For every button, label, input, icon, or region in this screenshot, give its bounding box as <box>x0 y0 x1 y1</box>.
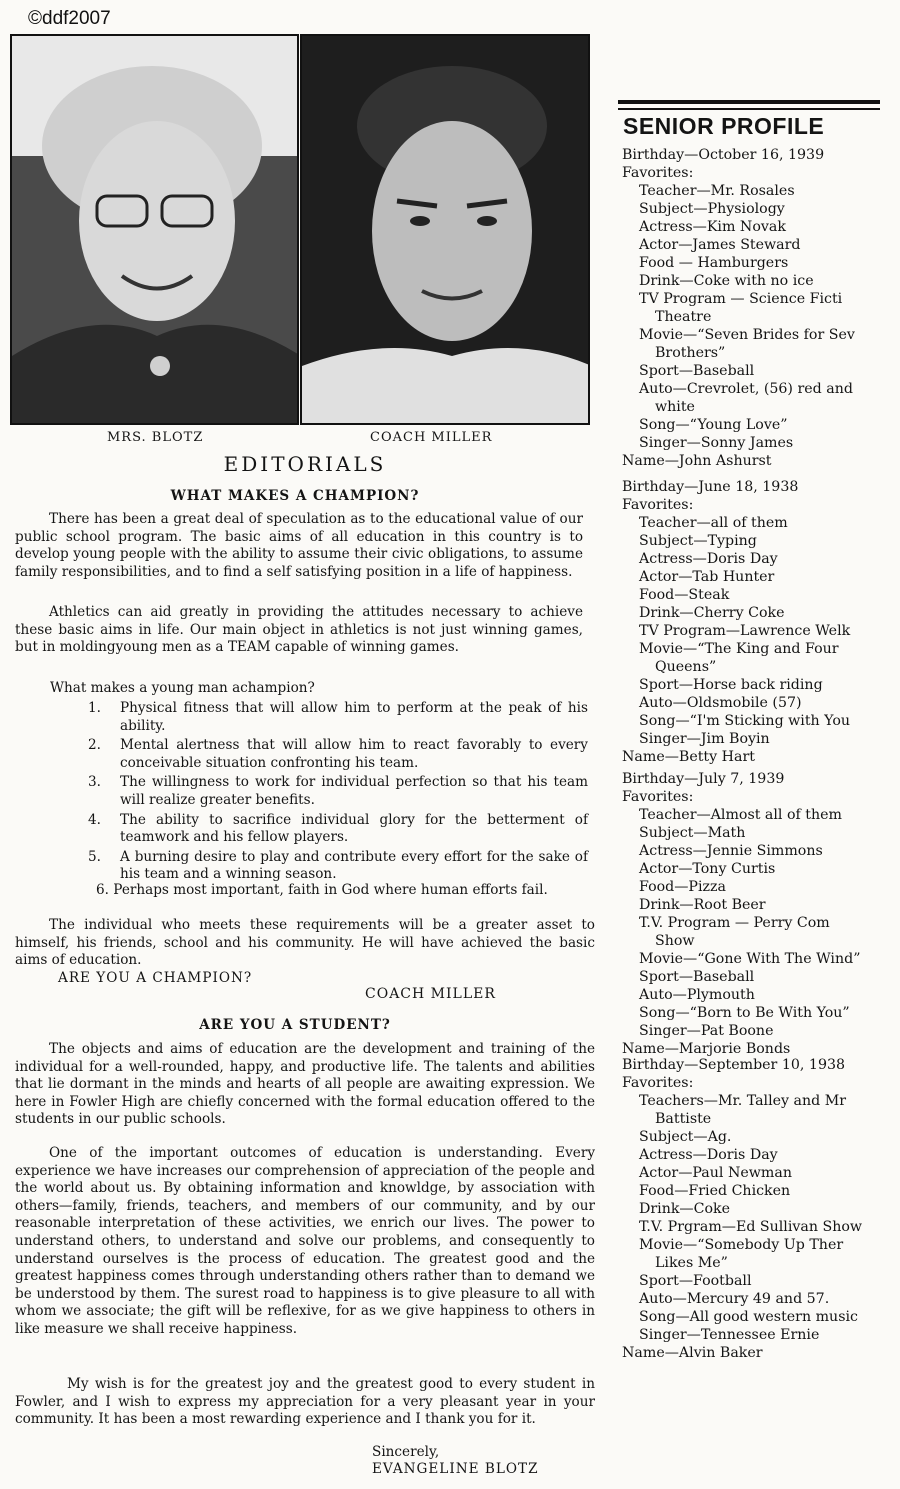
section-title-editorials: EDITORIALS <box>223 452 387 476</box>
profile-line: Movie—“The King and Four <box>639 641 839 657</box>
profile-line: TV Program — Science Ficti <box>639 291 843 307</box>
copyright-mark: ©ddf2007 <box>28 8 111 29</box>
profile-line: Song—“Young Love” <box>639 417 788 433</box>
student-signature: EVANGELINE BLOTZ <box>372 1461 539 1477</box>
profile-line: T.V. Prgram—Ed Sullivan Show <box>639 1219 863 1235</box>
profile-entry <box>622 478 900 766</box>
champion-list-item-6: 6. Perhaps most important, faith in God where human efforts fail. <box>96 882 548 898</box>
profile-line: Movie—“Gone With The Wind” <box>639 951 861 967</box>
profile-favorites-label: Favorites: <box>622 497 694 513</box>
profile-line: Auto—Oldsmobile (57) <box>639 695 802 711</box>
profile-line: Sport—Baseball <box>639 363 755 379</box>
profile-favorites-label: Favorites: <box>622 1075 694 1091</box>
photo-caption-left: MRS. BLOTZ <box>107 430 204 445</box>
profile-name: Name—John Ashurst <box>622 453 772 469</box>
profile-birthday: Birthday—October 16, 1939 <box>622 147 825 163</box>
profile-line: Food—Fried Chicken <box>639 1183 791 1199</box>
list-item: 3. The willingness to work for individual perfection so that his team will realize greater benefits. <box>88 774 588 808</box>
profile-line: Food—Steak <box>639 587 730 603</box>
profile-line: Actor—James Steward <box>639 237 801 253</box>
profile-line-cont: white <box>655 399 695 415</box>
profile-line: Actress—Doris Day <box>639 1147 778 1163</box>
article-heading-champion: WHAT MAKES A CHAMPION? <box>170 488 420 504</box>
profile-line: TV Program—Lawrence Welk <box>639 623 851 639</box>
profile-line: Actor—Tony Curtis <box>639 861 776 877</box>
champion-ask: ARE YOU A CHAMPION? <box>58 970 253 986</box>
profile-line-cont: Theatre <box>655 309 712 325</box>
profile-line: Actress—Kim Novak <box>639 219 786 235</box>
profile-entry <box>622 1056 900 1362</box>
list-item: 2. Mental alertness that will allow him to react favorably to every conceivable situation confronting his team. <box>88 737 588 771</box>
profile-line: Food — Hamburgers <box>639 255 789 271</box>
profile-line: Song—All good western music <box>639 1309 858 1325</box>
profile-line: Drink—Cherry Coke <box>639 605 785 621</box>
profile-line: Singer—Pat Boone <box>639 1023 774 1039</box>
profile-line: Teacher—Mr. Rosales <box>639 183 795 199</box>
profile-line: Subject—Typing <box>639 533 757 549</box>
profile-line: Singer—Jim Boyin <box>639 731 770 747</box>
photo-caption-right: COACH MILLER <box>370 430 493 445</box>
profile-line: Subject—Physiology <box>639 201 785 217</box>
profile-birthday: Birthday—July 7, 1939 <box>622 771 785 787</box>
profile-entry <box>622 770 900 1058</box>
profile-line: Sport—Horse back riding <box>639 677 823 693</box>
profile-line: Song—“Born to Be With You” <box>639 1005 850 1021</box>
senior-profile-title: SENIOR PROFILE <box>623 113 825 139</box>
profile-line: Sport—Baseball <box>639 969 755 985</box>
portrait-photo-mrs-blotz <box>10 34 299 425</box>
profile-line: Song—“I'm Sticking with You <box>639 713 850 729</box>
champion-paragraph-1: There has been a great deal of speculation as to the educational value of our public school program. The basic aims of all education in this country is to develop young people with the ability to assume their civic obligations, to assume family responsibilities, and to find a self satisfying position in a life of happiness. <box>15 511 583 580</box>
list-item: 4. The ability to sacrifice individual glory for the betterment of teamwork and his fellow players. <box>88 811 588 846</box>
student-paragraph-3: My wish is for the greatest joy and the greatest good to every student in Fowler, and I wish to express my appreciation for a very pleasant year in your community. It has been a most rewarding experience and I thank you for it. <box>15 1376 595 1428</box>
profile-line-cont: Battiste <box>655 1111 712 1127</box>
profile-line: Actress—Jennie Simmons <box>639 843 823 859</box>
profile-line: Actor—Paul Newman <box>639 1165 792 1181</box>
profile-line-cont: Queens” <box>655 659 717 675</box>
portrait-photo-coach-miller <box>300 34 590 425</box>
profile-line: Auto—Plymouth <box>639 987 755 1003</box>
profile-name: Name—Alvin Baker <box>622 1345 763 1361</box>
list-item: 1. Physical fitness that will allow him to perform at the peak of his ability. <box>88 700 588 734</box>
profile-line: Subject—Ag. <box>639 1129 732 1145</box>
profile-line-cont: Show <box>655 933 695 949</box>
profile-line: Actress—Doris Day <box>639 551 778 567</box>
profile-line: Movie—“Somebody Up Ther <box>639 1237 844 1253</box>
profile-favorites-label: Favorites: <box>622 789 694 805</box>
profile-name: Name—Marjorie Bonds <box>622 1041 791 1057</box>
profile-line: Teacher—Almost all of them <box>639 807 842 823</box>
profile-line: Sport—Football <box>639 1273 752 1289</box>
profile-favorites-label: Favorites: <box>622 165 694 181</box>
student-paragraph-2: One of the important outcomes of education is understanding. Every experience we have increases our comprehension of appreciation of the people and the world about us. By obtaining information and knowldge, by association with others—family, friends, teachers, and members of our community, and by our reasonable interpretation of these activities, we enrich our lives. The power to understand others, to understand and solve our problems, and consequently to understand ourselves is the process of education. The greatest good and the greatest happiness comes through understanding others rather than to demand we be understood by them. The surest road to happiness is to give pleasure to all with whom we associate; the gift will be reflexive, for as we give happiness to others in like measure we shall receive happiness. <box>15 1145 595 1337</box>
profile-birthday: Birthday—June 18, 1938 <box>622 479 799 495</box>
profile-line: Singer—Tennessee Ernie <box>639 1327 820 1343</box>
champion-paragraph-3: The individual who meets these requirements will be a greater asset to himself, his friends, school and his community. He will have achieved the basic aims of education. <box>15 917 595 969</box>
profile-line: Teachers—Mr. Talley and Mr <box>639 1093 847 1109</box>
champion-signature: COACH MILLER <box>365 986 496 1002</box>
student-closing: Sincerely, <box>372 1444 440 1460</box>
list-item: 5. A burning desire to play and contribute every effort for the sake of his team and a winning season. <box>88 848 588 883</box>
profile-line: Auto—Crevrolet, (56) red and <box>639 381 853 397</box>
profile-line: Drink—Root Beer <box>639 897 766 913</box>
champion-question: What makes a young man achampion? <box>50 680 315 696</box>
article-heading-student: ARE YOU A STUDENT? <box>199 1017 391 1033</box>
profile-rule-top <box>618 100 880 104</box>
profile-line: Movie—“Seven Brides for Sev <box>639 327 855 343</box>
student-paragraph-1: The objects and aims of education are the development and training of the individual for a well-rounded, happy, and productive life. The talents and abilities that lie dormant in the minds and hearts of all people are awaiting expression. We here in Fowler High are chiefly concerned with the formal education offered to the students in our public schools. <box>15 1041 595 1128</box>
profile-line: Singer—Sonny James <box>639 435 794 451</box>
profile-line: Food—Pizza <box>639 879 726 895</box>
profile-line-cont: Likes Me” <box>655 1255 728 1271</box>
profile-line: Drink—Coke <box>639 1201 731 1217</box>
champion-paragraph-2: Athletics can aid greatly in providing the attitudes necessary to achieve these basic aims in life. Our main object in athletics is not just winning games, but in moldingyoung men as a TEAM capable of winning games. <box>15 604 583 656</box>
profile-birthday: Birthday—September 10, 1938 <box>622 1057 846 1073</box>
profile-line: T.V. Program — Perry Com <box>639 915 830 931</box>
profile-name: Name—Betty Hart <box>622 749 755 765</box>
profile-line: Drink—Coke with no ice <box>639 273 814 289</box>
profile-line-cont: Brothers” <box>655 345 726 361</box>
profile-rule-bottom <box>618 108 880 110</box>
profile-line: Actor—Tab Hunter <box>639 569 775 585</box>
profile-line: Auto—Mercury 49 and 57. <box>639 1291 830 1307</box>
profile-entry <box>622 146 900 470</box>
champion-list <box>88 700 588 886</box>
profile-line: Teacher—all of them <box>639 515 788 531</box>
profile-line: Subject—Math <box>639 825 746 841</box>
